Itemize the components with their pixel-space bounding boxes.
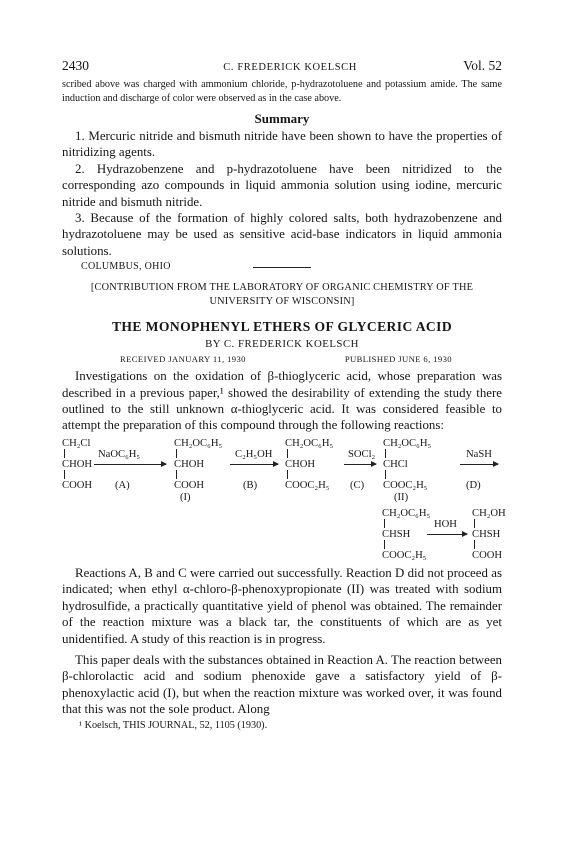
- summary-item-2: 2. Hydrazobenzene and p-hydrazotoluene have been nitridized to the corresponding azo compounds in liquid ammonia solution using iodine, mercuric nitride and bismuth nitride.: [62, 161, 502, 209]
- summary-item-3: 3. Because of the formation of highly colored salts, both hydrazobenzene and hydrazotoluene may be used as sensitive acid-base indicators in liquid ammonia solutions.: [62, 211, 502, 258]
- compound-4-bot: COOC₂H₅: [383, 479, 428, 491]
- compound-2-number: (I): [180, 491, 191, 503]
- running-title: C. FREDERICK KOELSCH: [223, 62, 357, 73]
- bond-line: [64, 470, 65, 479]
- compound-6-bot: COOH: [472, 549, 503, 561]
- label-a: (A): [115, 479, 130, 491]
- bond-line: [385, 449, 386, 458]
- reaction-arrow-a: [94, 464, 166, 465]
- bond-line: [474, 540, 475, 549]
- volume-label: Vol. 52: [463, 58, 502, 73]
- compound-1-top: CH₂Cl: [62, 437, 91, 449]
- section-divider: [253, 267, 311, 268]
- compound-4-mid: CHCl: [383, 458, 408, 470]
- body-paragraph-1: Investigations on the oxidation of β-thioglyceric acid, whose preparation was described in a previous paper,¹ showed the desirability of extending the study there outlined to the still unknown α-thioglyceric acid. It was considered feasible to attempt the preparation of this compound through the following reactions:: [62, 369, 502, 433]
- reaction-arrow-e: [427, 534, 467, 535]
- bond-line: [176, 470, 177, 479]
- article-dates: [62, 354, 502, 364]
- compound-1-mid: CHOH: [62, 458, 93, 470]
- reagent-a: NaOC₆H₅: [98, 448, 141, 460]
- compound-2-mid: CHOH: [174, 458, 205, 470]
- compound-3-top: CH₂OC₆H₅: [285, 437, 334, 449]
- label-c: (C): [350, 479, 365, 491]
- bond-line: [385, 470, 386, 479]
- compound-3-mid: CHOH: [285, 458, 316, 470]
- compound-5-top: CH₂OC₆H₅: [382, 507, 431, 519]
- journal-page: [62, 58, 506, 731]
- footnote: ¹ Koelsch, THIS JOURNAL, 52, 1105 (1930).: [79, 719, 268, 731]
- body-paragraph-3: This paper deals with the substances obtained in Reaction A. The reaction between β-chlorolactic acid and sodium phenoxide gave a satisfactory yield of β-phenoxylactic acid (I), but when the reaction mixture was worked over, it was found that this was not the sole product. Along: [62, 652, 502, 717]
- compound-5-mid: CHSH: [382, 528, 411, 540]
- article-title: THE MONOPHENYL ETHERS OF GLYCERIC ACID: [111, 319, 453, 335]
- compound-1-bot: COOH: [62, 479, 93, 491]
- contribution-note: [CONTRIBUTION FROM THE LABORATORY OF ORGANIC CHEMISTRY OF THE UNIVERSITY OF WISCONSIN]: [90, 282, 474, 308]
- compound-2-top: CH₂OC₆H₅: [174, 437, 223, 449]
- body-paragraph-2: Reactions A, B and C were carried out successfully. Reaction D did not proceed as indicated; when ethyl α-chloro-β-phenoxypropionate (II) was treated with sodium hydrosulfide, a practically quantitative yield of phenol was obtained. The remainder of the reaction mixture was a black tar, the constituents of which are as yet unidentified. A study of this reaction is in progress.: [62, 565, 502, 646]
- compound-5-bot: COOC₂H₅: [382, 549, 427, 561]
- label-d: (D): [466, 479, 481, 491]
- bond-line: [287, 449, 288, 458]
- received-date: RECEIVED JANUARY 11, 1930: [120, 354, 246, 365]
- page-number: 2430: [62, 58, 89, 73]
- reaction-arrow-c: [344, 464, 376, 465]
- reaction-scheme: [62, 434, 506, 652]
- bond-line: [64, 449, 65, 458]
- reagent-e: HOH: [434, 518, 457, 530]
- summary-item-1: 1. Mercuric nitride and bismuth nitride have been shown to have the properties of nitridizing agents.: [62, 129, 502, 160]
- compound-6-top: CH₂OH: [472, 507, 506, 519]
- compound-3-bot: COOC₂H₅: [285, 479, 330, 491]
- summary-heading: Summary: [254, 111, 310, 126]
- compound-4-number: (II): [394, 491, 409, 503]
- bond-line: [384, 540, 385, 549]
- bond-line: [474, 519, 475, 528]
- compound-2-bot: COOH: [174, 479, 205, 491]
- continued-text: scribed above was charged with ammonium chloride, p-hydrazotoluene and potassium amide. The same induction and discharge of color were observed as in the case above.: [62, 79, 502, 104]
- reagent-c: SOCl₂: [348, 448, 376, 460]
- published-date: PUBLISHED JUNE 6, 1930: [344, 354, 452, 365]
- compound-4-top: CH₂OC₆H₅: [383, 437, 432, 449]
- author-location: COLUMBUS, OHIO: [81, 261, 171, 273]
- compound-6-mid: CHSH: [472, 528, 501, 540]
- reagent-d: NaSH: [466, 448, 492, 460]
- article-byline: BY C. FREDERICK KOELSCH: [205, 338, 359, 351]
- page-header: [62, 58, 502, 78]
- reagent-b: C₂H₅OH: [235, 448, 273, 460]
- reaction-arrow-b: [230, 464, 278, 465]
- label-b: (B): [243, 479, 258, 491]
- bond-line: [287, 470, 288, 479]
- reaction-arrow-d: [460, 464, 498, 465]
- bond-line: [384, 519, 385, 528]
- bond-line: [176, 449, 177, 458]
